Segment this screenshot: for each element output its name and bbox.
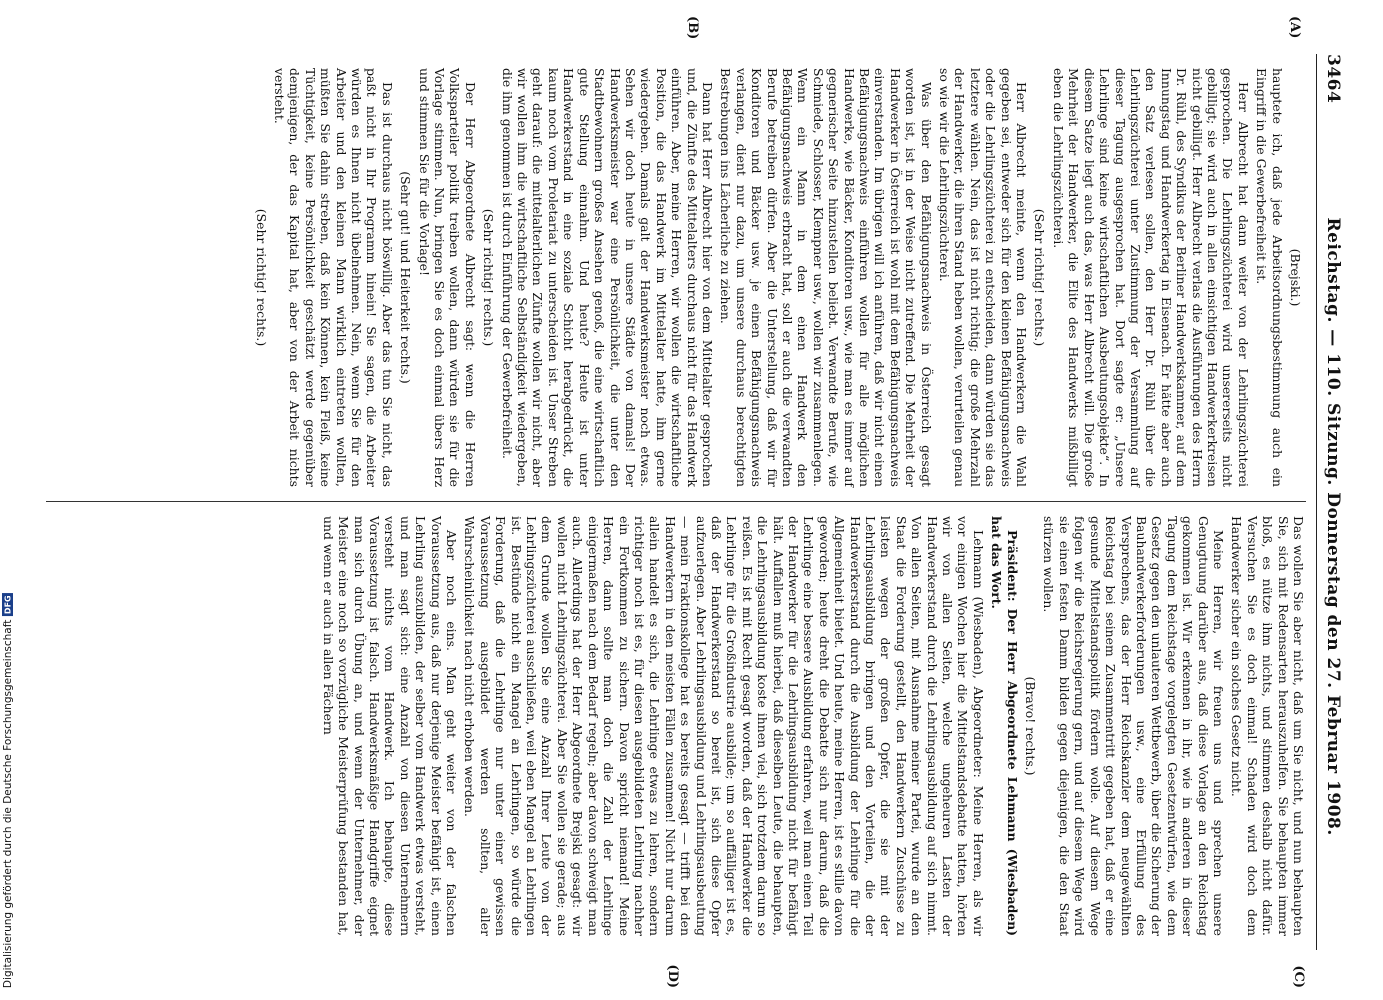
paragraph: Lehmann (Wiesbaden), Abgeordneter: Meine Herren, als wir vor einigen Wochen hier die Mittelstandsdebatte hatten, hörten wir von allen Seiten, welche ungeheuren Lasten der Handwerkerstand durch die Lehrlingsausbildung auf sich nimmt. Von allen Seiten, mit Ausnahme meiner Partei, wurde an den Staat die Forderung gestellt, den Handwerkern Zuschüsse zu leisten wegen der großen Opfer, die sie mit der Lehrlingsausbildung bringen und den Vorteilen, die der Handwerkerstand durch die Ausbildung der Lehrlinge für die Allgemeinheit bietet. Und heute, meine Herren, ist es stille davon geworden; heute dreht die Debatte sich nur darum, daß die Lehrlinge eine bessere Ausbildung erfahren, weil man einen Teil der Handwerker für die Lehrlingsausbildung nicht für befähigt hält. Auffallen muß hierbei, daß dieselben Leute, die behaupten, die Lehrlingsausbildung koste ihnen viel, sich trotzdem darum so reißen. Es ist mit Recht gesagt worden, daß der Handwerker die Lehrlinge für die Großindustrie ausbilde; um so auffälliger ist es, daß der Handwerkerstand so bereit ist, sich diese Opfer aufzuerlegen. Aber Lehrlingsausbildung und Lehrlingsausbeutung — mein Fraktionskollege hat es bereits gesagt — trifft bei den Handwerkern in den meisten Fällen zusammen! Nicht nur darum allein handelt es sich, die Lehrlinge etwas zu lehren, sondern richtiger noch ist es, für diesen ausgebildeten Lehrling nachher ein Fortkommen zu sichern. Davon spricht niemand! Meine Herren, dann sollte man doch die Zahl der Lehrlinge einigermaßen nach dem Bedarf regeln; aber davon schweigt man auch. Allerdings hat der Herr Abgeordnete Brejski gesagt: wir wollen nicht Lehrlingszüchterei. Aber Sie wollen sie gerade; aus dem Grunde wollen Sie eine Anzahl Ihrer Leute von der Lehrlingszüchterei ausschließen, weil eben Mangel an Lehrlingen ist. Bestünde nicht ein Mangel an Lehrlingen, so würde die Forderung, daß die Lehrlinge nur unter einer gewissen Voraussetzung ausgebildet werden sollten, aller Wahrscheinlichkeit nach nicht erhoben werden. — [462, 516, 986, 936]
page-header — [1316, 54, 1343, 950]
interjection: (Sehr gut! und Heiterkeit rechts.) — [398, 171, 414, 384]
margin-marker-b: (B) — [685, 16, 700, 40]
interjection: (Sehr richtig! rechts.) — [481, 208, 497, 347]
paragraph: Dann hat Herr Albrecht hier von dem Mittelalter gesprochen und, die Zünfte des Mittelalters durchaus nicht für das Handwerk einführen. Aber, meine Herren, wir wollen die wirtschaftliche Position, die das Handwerk im Mittelalter hatte, ihm gerne wiedergeben. Damals galt der Handwerksmeister noch etwas. Sehen wir doch heute in unsere Städte von damals! Der Handwerksmeister war eine Persönlichkeit, die unter den Stadtbewohnern großes Ansehen genoß, die eine wirtschaftlich gute Stellung einnahm. Und heute? Heute ist unter Handwerkerstand in eine soziale Schicht herabgedrückt, die kaum noch vom Proletariat zu unterscheiden ist. Unser Streben geht darauf: die mittelalterlichen Zünfte wollen wir nicht, aber wir wollen ihm die wirtschaftliche Selbständigkeit wiedergeben, die ihm genommen ist durch Einführung der Gewerbefreiheit. — [499, 68, 715, 487]
interjection: (Bravo! rechts.) — [1023, 676, 1039, 776]
paragraph: Das wollen Sie aber nicht, daß um Sie nicht, und nun behaupten Sie, sich mit Redensarten herauszuhelfen. Sie behaupten immer bloß, es nütze ihm nichts, und stimmen deshalb nicht dafür. Versuchen Sie es doch einmal! Schaden wird doch dem Handwerker sicher ein solches Gesetz nicht. — [1229, 516, 1306, 936]
right-column — [46, 502, 1306, 950]
page-title: Reichstag. — 110. Sitzung. Donnerstag den 27. Februar 1908. — [1323, 217, 1343, 836]
margin-marker-c: (C) — [1291, 965, 1306, 988]
paragraph: Was über den Befähigungsnachweis in Österreich gesagt worden ist, ist in der Weise nicht zutreffend. Die Mehrheit der Handwerker in Österreich ist wohl mit dem Befähigungsnachweis einverstanden. Im übrigen will ich anführen, daß wir nicht einen Befähigungsnachweis einführen wollen für alle möglichen Handwerke, wie Bäcker, Konditoren usw., wie man es immer auf gegnerischer Seite hinzustellen beliebt. Verwandte Berufe, wie Schmiede, Schlosser, Klempner usw., wollen wir zusammenlegen. Wenn ein Mann in dem einen Handwerk den Befähigungsnachweis erbracht hat, soll er auch die verwandten Berufe betreiben dürfen. Aber die Unterstellung, daß wir für Konditoren und Bäcker usw. je einen Befähigungsnachweis verlangen, dient nur dazu, um unsere durchaus berechtigten Bestrebungen ins Lächerliche zu ziehen. — [718, 68, 934, 487]
text-columns — [46, 16, 1306, 988]
margin-marker-a: (A) — [1287, 16, 1302, 39]
interjection: (Sehr richtig! rechts.) — [253, 208, 269, 347]
paragraph: Meine Herren, wir freuen uns und sprechen unsere Genugtuung darüber aus, daß diese Vorlage an den Reichstag gekommen ist. Wir erkennen in ihr, wie in anderen in dieser Tagung dem Reichstage vorgelegten Gesetzentwürfen, wie dem Gesetz gegen den unlauteren Wettbewerb, über die Sicherung der Bauhandwerkerforderungen usw., eine Erfüllung des Versprechens, das der Herr Reichskanzler dem neugewählten Reichstag bei seinem Zusammentritt gegeben hat, daß er eine gesunde Mittelstandspolitik fördern wolle. Auf diesem Wege folgen wir die Reichsregierung gern, und auf diesem Wege wird sie einen festen Damm bilden gegen diejenigen, die den Staat stürzen wollen. — [1041, 516, 1226, 936]
interjection: (Sehr richtig! rechts.) — [1032, 208, 1048, 347]
paragraph: Der Herr Abgeordnete Albrecht sagt: wenn die Herren Volksparteiler politik treiben wollen, dann würden sie für die Vorlage stimmen. Nun, bringen Sie es doch einmal übers Herz und stimmen Sie für die Vorlage! — [416, 68, 478, 487]
paragraph: Aber noch eins. Man geht weiter von der falschen Voraussetzung aus, daß nur derjenige Meister befähigt ist, einen Lehrling auszubilden, der selber vom Handwerk etwas versteht, und man sagt sich: eine Anzahl von diesen Unternehmern versteht nichts vom Handwerk. Ich behaupte, diese Voraussetzung ist falsch. Handwerksmäßige Handgriffe eignet man sich durch Übung an, und wenn der Unternehmer, der Meister eine noch so vorzügliche Meisterprüfung bestanden hat, und wenn er auch in allen Fächern — [320, 516, 460, 936]
president-statement: Präsident: Der Herr Abgeordnete Lehmann (Wiesbaden) hat das Wort. — [989, 516, 1020, 936]
credit-text: Digitalisierung gefördert durch die Deutsche Forschungsgemeinschaft — [2, 619, 14, 988]
page-number: 3464 — [1323, 54, 1343, 104]
margin-marker-d: (D) — [665, 964, 680, 988]
dfg-logo: DFG — [3, 594, 13, 614]
paragraph: Herr Albrecht hat dann weiter von der Lehrlingszüchterei gesprochen. Die Lehrlingszüchterei wird unsererseits nicht gebilligt; sie wird auch in allen einsichtigen Handwerkerkreisen nicht gebilligt. Herr Albrecht verlas die Ausführungen des Herrn Dr. Rühl, des Syndikus der Berliner Handwerkskammer, auf dem Innungstag und Handwerkertag in Eisenach. Er hätte aber auch den Satz verlesen sollen, den Herr Dr. Rühl über die Lehrlingszüchterei unter Zustimmung der Versammlung auf dieser Tagung ausgesprochen hat. Dort sagte er: „Unsere Lehrlinge sind keine wirtschaftlichen Ausbeutungsobjekte“. In diesem Satze liegt auch das, was Herr Albrecht will. Die große Mehrheit der Handwerker, die Elite des Handwerks mißbilligt eben die Lehrlingszüchterei. — [1050, 68, 1251, 487]
paragraph: hauptete ich, daß jede Arbeitsordnungsbestimmung auch ein Eingriff in die Gewerbefreiheit ist. — [1254, 68, 1285, 487]
paragraph: Herr Albrecht meinte, wenn den Handwerkern die Wahl gegeben sei, entweder sich für den kleinen Befähigungsnachweis oder die Lehrlingszüchterei zu entscheiden, dann würden sie das letztere wählen. Nein, das ist nicht richtig; die große Mehrzahl der Handwerker, die ihren Stand heben wollen, verurteilen genau so wie wir die Lehrlingszüchterei. — [937, 68, 1030, 487]
digitization-credit — [2, 593, 14, 988]
left-column — [46, 54, 1306, 502]
speaker-continuation: (Brejski.) — [1288, 248, 1303, 307]
paragraph: Das ist durchaus nicht böswillig. Aber das tun Sie nicht, das paßt nicht in Ihr Programm hinein! Sie sagen, die Arbeiter würden es Ihnen nicht übelnehmen. Nein, wenn Sie für den Arbeiter und den kleinen Mann wirklich eintreten wollten, müßten Sie dahin streben, daß kein Können, kein Fleiß, keine Tüchtigkeit, keine Persönlichkeit geschätzt werde gegenüber demjenigen, der das Kapital hat, aber von der Arbeit nichts versteht. — [272, 68, 395, 487]
